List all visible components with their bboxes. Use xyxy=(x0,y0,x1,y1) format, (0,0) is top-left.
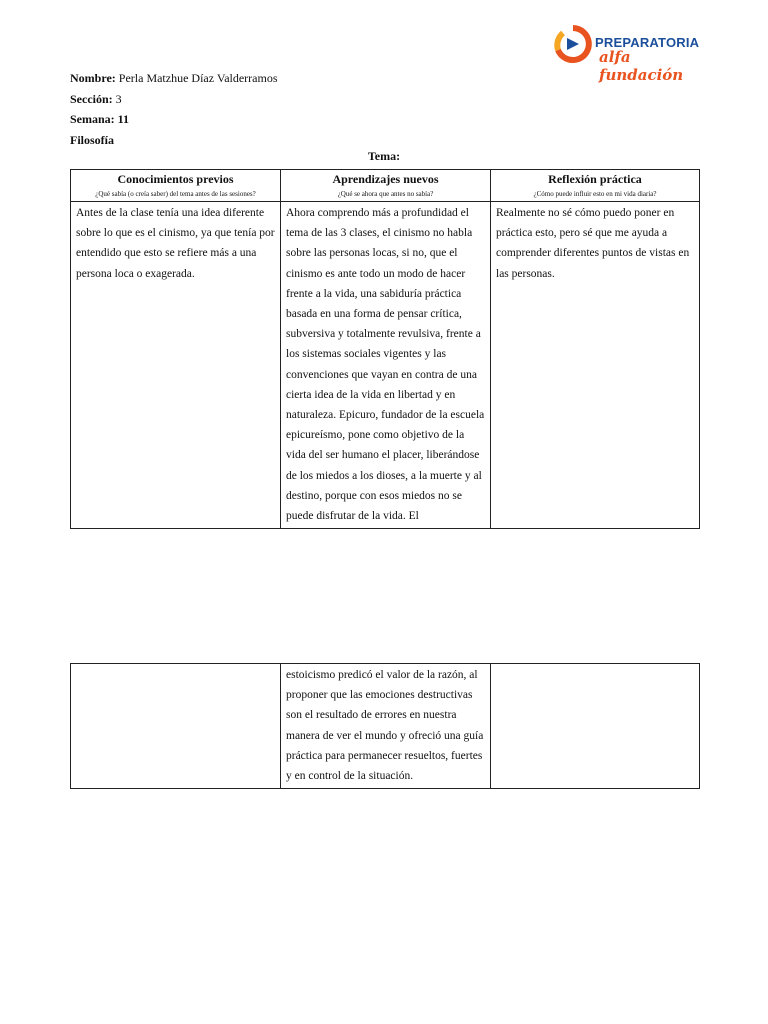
nombre-value: Perla Matzhue Díaz Valderramos xyxy=(118,71,278,85)
materia-line xyxy=(70,130,278,151)
logo-text-preparatoria: PREPARATORIA xyxy=(595,35,700,50)
semana-label: Semana: xyxy=(70,112,115,126)
table-header-row xyxy=(71,170,700,202)
cell-reflexion-cont xyxy=(491,664,700,789)
seccion-value: 3 xyxy=(115,91,122,106)
header-cell-previos xyxy=(71,170,281,202)
column-subtitle-reflexion: ¿Cómo puede influir esto en mi vida diaria? xyxy=(533,190,657,198)
semana-value: 11 xyxy=(117,112,130,126)
table-row xyxy=(71,664,700,789)
student-header xyxy=(70,68,278,150)
cell-nuevos: Ahora comprendo más a profundidad el tema de las 3 clases, el cinismo no habla sobre las personas locas, si no, que el cinismo es ante todo un modo de hacer frente a la vida, una sabiduría práctica basada en una forma de pensar crítica, subversiva y totalmente revulsiva, frente a los sistemas sociales vigentes y las convenciones que vayan en contra de una cierta idea de la vida en libertad y en naturaleza. Epicuro, fundador de la escuela epicureísmo, pone como objetivo de la vida del ser humano el placer, liberándose de los miedos a los dioses, a la muerte y al destino, porque con esos miedos no se puede disfrutar de la vida. El xyxy=(281,202,491,529)
table-row xyxy=(71,202,700,529)
column-title-previos: Conocimientos previos xyxy=(117,172,234,186)
header-cell-nuevos xyxy=(281,170,491,202)
materia-label: Filosofía xyxy=(70,132,114,147)
column-title-nuevos: Aprendizajes nuevos xyxy=(332,172,439,186)
logo-text-alfa-fundacion: alfa fundación xyxy=(599,48,684,84)
logo-mark-icon xyxy=(553,24,593,68)
tema-label: Tema: xyxy=(367,149,401,163)
reflection-table-page2 xyxy=(70,663,700,789)
preparatoria-logo xyxy=(553,24,703,84)
cell-nuevos-cont: estoicismo predicó el valor de la razón, al proponer que las emociones destructivas son el resultado de errores en nuestra manera de ver el mundo y ofreció una guía práctica para permanecer resueltos, fuertes y en control de la situación. xyxy=(281,664,491,789)
cell-previos: Antes de la clase tenía una idea diferente sobre lo que es el cinismo, ya que tenía por entendido que esto se refiere más a una persona loca o exagerada. xyxy=(71,202,281,529)
column-subtitle-previos: ¿Qué sabía (o creía saber) del tema antes de las sesiones? xyxy=(95,190,256,198)
column-subtitle-nuevos: ¿Qué se ahora que antes no sabía? xyxy=(337,190,434,198)
cell-previos-cont xyxy=(71,664,281,789)
nombre-line xyxy=(70,68,278,89)
seccion-line xyxy=(70,89,278,110)
cell-reflexion: Realmente no sé cómo puedo poner en práctica esto, pero sé que me ayuda a comprender diferentes puntos de vistas en las personas. xyxy=(491,202,700,529)
seccion-label: Sección: xyxy=(70,91,113,106)
semana-line xyxy=(70,109,278,130)
column-title-reflexion: Reflexión práctica xyxy=(548,172,642,186)
nombre-label: Nombre: xyxy=(70,71,116,85)
reflection-table-page1 xyxy=(70,169,700,529)
header-cell-reflexion xyxy=(491,170,700,202)
